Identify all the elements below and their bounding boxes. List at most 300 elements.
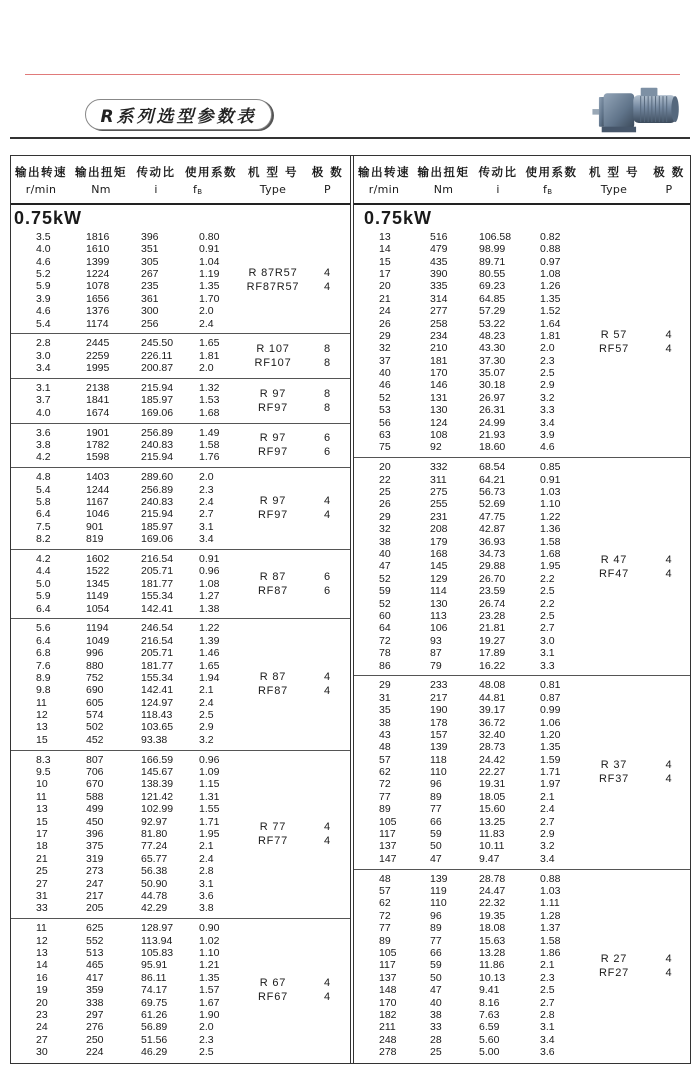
output-speed: 8.2 xyxy=(36,533,51,546)
transmission-ratio: 21.81 xyxy=(479,622,506,635)
transmission-ratio: 24.47 xyxy=(479,885,506,898)
model-line xyxy=(241,820,350,834)
output-torque: 335 xyxy=(430,280,448,293)
output-speed: 64 xyxy=(379,622,391,635)
model-group xyxy=(11,549,350,618)
table-row xyxy=(354,635,580,647)
model-type: R 97 xyxy=(259,387,287,400)
header-torque-unit: Nm xyxy=(433,183,454,196)
table-row xyxy=(11,1034,241,1046)
output-speed: 3.7 xyxy=(36,394,51,407)
transmission-ratio: 35.07 xyxy=(479,367,506,380)
output-torque: 47 xyxy=(430,852,442,865)
output-torque: 87 xyxy=(430,647,442,660)
table-row xyxy=(11,362,241,374)
transmission-ratio: 64.21 xyxy=(479,473,506,486)
output-torque: 1054 xyxy=(86,602,110,615)
table-row xyxy=(354,922,580,934)
table-row xyxy=(354,1034,580,1046)
output-torque: 210 xyxy=(430,342,448,355)
output-speed: 62 xyxy=(379,766,391,779)
service-factor: 1.46 xyxy=(199,647,220,660)
output-torque: 247 xyxy=(86,877,104,890)
table-row xyxy=(354,610,580,622)
table-row xyxy=(354,935,580,947)
table-row xyxy=(11,947,241,959)
pole-count: 6 xyxy=(324,432,331,445)
top-accent-line xyxy=(25,74,680,75)
header-output-torque: 输出扭矩 xyxy=(417,165,470,179)
model-type: R 87 xyxy=(259,570,287,583)
table-row xyxy=(354,461,580,473)
output-torque: 1194 xyxy=(86,622,109,635)
output-speed: 3.5 xyxy=(36,230,51,243)
transmission-ratio: 10.13 xyxy=(479,971,506,984)
model-info xyxy=(241,231,350,330)
model-info xyxy=(580,679,690,865)
output-torque: 479 xyxy=(430,243,448,256)
output-torque: 119 xyxy=(430,885,447,898)
output-speed: 26 xyxy=(379,317,391,330)
output-speed: 48 xyxy=(379,741,391,754)
output-speed: 182 xyxy=(379,1008,397,1021)
output-torque: 139 xyxy=(430,872,448,885)
output-speed: 147 xyxy=(379,852,397,865)
output-torque: 1345 xyxy=(86,577,110,590)
model-group xyxy=(354,228,690,457)
pole-count: 8 xyxy=(324,342,331,355)
output-torque: 276 xyxy=(86,1021,104,1034)
output-speed: 20 xyxy=(379,280,391,293)
output-torque: 258 xyxy=(430,317,448,330)
output-torque: 1399 xyxy=(86,255,110,268)
output-speed: 4.2 xyxy=(36,552,51,565)
table-row xyxy=(11,382,241,394)
transmission-ratio: 9.47 xyxy=(479,852,500,865)
pole-count: 4 xyxy=(324,495,331,508)
output-torque: 110 xyxy=(430,897,447,910)
model-group xyxy=(11,423,350,468)
transmission-ratio: 351 xyxy=(141,243,159,256)
transmission-ratio: 6.59 xyxy=(479,1021,500,1034)
pole-count: 4 xyxy=(324,685,331,698)
output-speed: 211 xyxy=(379,1021,396,1034)
output-torque: 1995 xyxy=(86,362,110,375)
output-torque: 311 xyxy=(430,473,447,486)
output-torque: 819 xyxy=(86,533,104,546)
service-factor: 0.81 xyxy=(540,679,561,692)
model-type: R 37 xyxy=(600,759,628,772)
output-speed: 117 xyxy=(379,828,396,841)
service-factor: 1.35 xyxy=(199,971,220,984)
output-speed: 60 xyxy=(379,609,391,622)
output-speed: 15 xyxy=(379,255,391,268)
output-speed: 43 xyxy=(379,728,391,741)
output-speed: 37 xyxy=(379,354,391,367)
output-torque: 1522 xyxy=(86,565,110,578)
left-parameter-table xyxy=(11,156,350,1063)
model-type: R 77 xyxy=(259,821,287,834)
output-speed: 4.6 xyxy=(36,305,51,318)
header-type-label: Type xyxy=(259,183,287,196)
output-speed: 9.8 xyxy=(36,684,51,697)
header-output-speed: 输出转速 xyxy=(358,165,410,179)
transmission-ratio: 121.42 xyxy=(141,790,174,803)
service-factor: 0.96 xyxy=(199,753,220,766)
transmission-ratio: 17.89 xyxy=(479,647,506,660)
table-row xyxy=(354,803,580,815)
model-line xyxy=(241,494,350,508)
output-torque: 516 xyxy=(430,230,448,243)
transmission-ratio: 56.38 xyxy=(141,865,168,878)
service-factor: 2.3 xyxy=(199,1033,214,1046)
output-torque: 25 xyxy=(430,1046,442,1059)
model-group xyxy=(354,869,690,1062)
table-row xyxy=(354,523,580,535)
table-row xyxy=(11,394,241,406)
transmission-ratio: 65.77 xyxy=(141,852,168,865)
table-row xyxy=(354,778,580,790)
table-row xyxy=(11,1009,241,1021)
output-torque: 690 xyxy=(86,684,104,697)
table-row xyxy=(11,935,241,947)
service-factor: 2.0 xyxy=(199,1021,214,1034)
transmission-ratio: 300 xyxy=(141,305,159,318)
table-row xyxy=(354,511,580,523)
model-line xyxy=(241,584,350,598)
transmission-ratio: 44.78 xyxy=(141,890,168,902)
transmission-ratio: 22.27 xyxy=(479,766,506,779)
service-factor: 1.10 xyxy=(199,947,220,959)
output-speed: 75 xyxy=(379,441,391,454)
output-torque: 901 xyxy=(86,520,104,533)
output-speed: 11 xyxy=(36,922,47,935)
output-speed: 47 xyxy=(379,560,391,573)
output-torque: 1244 xyxy=(86,483,110,496)
service-factor: 2.8 xyxy=(199,865,214,878)
model-group xyxy=(354,675,690,868)
output-torque: 1167 xyxy=(86,495,109,508)
output-torque: 1403 xyxy=(86,471,110,484)
service-factor: 3.6 xyxy=(540,1046,555,1059)
pole-count: 4 xyxy=(324,671,331,684)
output-torque: 1841 xyxy=(86,394,110,407)
table-row xyxy=(11,647,241,659)
model-info xyxy=(241,471,350,545)
output-torque: 465 xyxy=(86,959,104,972)
transmission-ratio: 145.67 xyxy=(141,766,174,779)
output-speed: 20 xyxy=(379,461,391,474)
transmission-ratio: 185.97 xyxy=(141,394,174,407)
output-torque: 59 xyxy=(430,828,442,841)
transmission-ratio: 16.22 xyxy=(479,659,506,672)
output-speed: 2.8 xyxy=(36,337,51,350)
transmission-ratio: 19.31 xyxy=(479,778,506,791)
model-type: R 97 xyxy=(259,495,287,508)
service-factor: 1.90 xyxy=(199,1008,220,1021)
table-row xyxy=(354,486,580,498)
table-row xyxy=(11,997,241,1009)
output-speed: 62 xyxy=(379,897,391,910)
output-speed: 278 xyxy=(379,1046,397,1059)
table-row xyxy=(354,598,580,610)
output-speed: 3.0 xyxy=(36,349,51,362)
service-factor: 1.36 xyxy=(540,523,561,536)
header-row-chinese xyxy=(354,164,690,180)
output-torque: 131 xyxy=(430,391,448,404)
output-speed: 31 xyxy=(379,691,391,704)
output-torque: 93 xyxy=(430,634,442,647)
output-torque: 205 xyxy=(86,902,104,915)
service-factor: 1.65 xyxy=(199,659,220,672)
transmission-ratio: 34.73 xyxy=(479,548,506,560)
table-row xyxy=(11,565,241,577)
transmission-ratio: 396 xyxy=(141,230,159,243)
output-torque: 130 xyxy=(430,404,448,417)
table-row xyxy=(354,622,580,634)
transmission-ratio: 169.06 xyxy=(141,533,174,546)
output-speed: 8.9 xyxy=(36,671,51,684)
output-torque: 96 xyxy=(430,909,442,922)
model-group xyxy=(11,467,350,549)
model-info xyxy=(241,382,350,419)
output-torque: 208 xyxy=(430,523,448,536)
table-row xyxy=(354,1021,580,1033)
output-speed: 16 xyxy=(36,971,48,984)
model-type: RF97 xyxy=(257,446,289,459)
table-row xyxy=(11,902,241,914)
output-torque: 224 xyxy=(86,1046,104,1059)
model-line xyxy=(241,342,350,356)
transmission-ratio: 7.63 xyxy=(479,1008,500,1021)
output-torque: 92 xyxy=(430,441,442,454)
transmission-ratio: 43.30 xyxy=(479,342,506,355)
output-speed: 5.9 xyxy=(36,590,51,603)
table-row xyxy=(354,828,580,840)
transmission-ratio: 267 xyxy=(141,267,159,280)
table-row xyxy=(354,441,580,453)
table-row xyxy=(11,407,241,419)
table-row xyxy=(354,355,580,367)
output-torque: 50 xyxy=(430,840,442,853)
table-row xyxy=(11,635,241,647)
table-row xyxy=(11,590,241,602)
pole-count: 8 xyxy=(324,356,331,369)
transmission-ratio: 69.75 xyxy=(141,996,168,1009)
transmission-ratio: 128.97 xyxy=(141,922,174,935)
table-row xyxy=(11,709,241,721)
model-type: R 57 xyxy=(600,329,628,342)
transmission-ratio: 240.83 xyxy=(141,438,174,451)
pole-count: 6 xyxy=(324,446,331,459)
output-torque: 574 xyxy=(86,709,104,722)
service-factor: 2.7 xyxy=(540,622,555,635)
right-parameter-table xyxy=(354,156,690,1063)
output-speed: 5.9 xyxy=(36,280,51,293)
model-line xyxy=(580,772,690,786)
transmission-ratio: 256 xyxy=(141,317,159,330)
output-speed: 4.4 xyxy=(36,565,51,578)
power-rating: 0.75kW xyxy=(364,208,433,228)
pole-count: 4 xyxy=(324,991,331,1004)
table-row xyxy=(354,816,580,828)
service-factor: 0.91 xyxy=(199,243,220,256)
output-torque: 273 xyxy=(86,865,104,878)
service-factor: 2.3 xyxy=(199,483,214,496)
header-speed-unit: r/min xyxy=(368,183,400,196)
model-group xyxy=(11,228,350,334)
transmission-ratio: 215.94 xyxy=(141,508,174,521)
table-row xyxy=(354,754,580,766)
output-torque: 118 xyxy=(430,753,447,766)
model-type: R 47 xyxy=(600,553,628,566)
table-row xyxy=(11,778,241,790)
service-factor: 3.6 xyxy=(199,890,214,902)
service-factor: 1.58 xyxy=(540,934,561,947)
group-rows xyxy=(11,382,241,419)
table-row xyxy=(354,268,580,280)
service-factor: 1.97 xyxy=(540,778,561,791)
model-type: RF97 xyxy=(257,509,289,522)
transmission-ratio: 30.18 xyxy=(479,379,506,392)
service-factor: 2.4 xyxy=(199,317,214,330)
output-torque: 139 xyxy=(430,741,448,754)
transmission-ratio: 5.60 xyxy=(479,1033,500,1046)
output-speed: 4.6 xyxy=(36,255,51,268)
output-speed: 4.2 xyxy=(36,451,51,464)
output-speed: 13 xyxy=(36,947,48,959)
output-torque: 1078 xyxy=(86,280,110,293)
output-speed: 40 xyxy=(379,367,391,380)
table-row xyxy=(11,578,241,590)
transmission-ratio: 18.08 xyxy=(479,922,506,935)
output-speed: 56 xyxy=(379,416,391,429)
model-line xyxy=(580,553,690,567)
table-row xyxy=(354,972,580,984)
header-poles: 极 数 xyxy=(311,165,344,179)
pole-count: 6 xyxy=(324,570,331,583)
output-speed: 21 xyxy=(36,852,48,865)
model-line xyxy=(241,508,350,522)
transmission-ratio: 42.87 xyxy=(479,523,506,536)
pole-count: 4 xyxy=(324,977,331,990)
table-row xyxy=(11,1046,241,1058)
transmission-ratio: 102.99 xyxy=(141,803,174,816)
service-factor: 3.3 xyxy=(540,659,555,672)
pole-count: 4 xyxy=(665,567,673,580)
table-row xyxy=(11,521,241,533)
output-speed: 4.0 xyxy=(36,406,51,419)
service-factor: 0.80 xyxy=(199,230,220,243)
table-row xyxy=(11,350,241,362)
transmission-ratio: 13.28 xyxy=(479,946,506,959)
output-speed: 9.5 xyxy=(36,766,51,779)
output-torque: 178 xyxy=(430,716,448,729)
service-factor: 2.1 xyxy=(540,790,555,803)
table-row xyxy=(354,766,580,778)
output-torque: 1224 xyxy=(86,267,110,280)
transmission-ratio: 93.38 xyxy=(141,733,168,746)
output-torque: 1901 xyxy=(86,426,110,439)
output-torque: 168 xyxy=(430,548,448,560)
output-torque: 670 xyxy=(86,778,104,791)
service-factor: 0.88 xyxy=(540,872,561,885)
transmission-ratio: 56.89 xyxy=(141,1021,168,1034)
service-factor: 1.59 xyxy=(540,753,561,766)
transmission-ratio: 216.54 xyxy=(141,552,174,565)
table-row xyxy=(11,243,241,255)
power-rating: 0.75kW xyxy=(14,208,83,228)
output-torque: 1174 xyxy=(86,317,109,330)
output-speed: 25 xyxy=(379,486,391,499)
service-factor: 0.91 xyxy=(540,473,561,486)
output-speed: 40 xyxy=(379,548,391,560)
header-pole-symbol: P xyxy=(665,183,673,196)
output-speed: 11 xyxy=(36,790,47,803)
transmission-ratio: 185.97 xyxy=(141,520,174,533)
header-service-factor: 使用系数 xyxy=(185,165,237,179)
output-torque: 66 xyxy=(430,815,442,828)
pole-count: 4 xyxy=(324,509,331,522)
transmission-ratio: 226.11 xyxy=(141,349,173,362)
output-speed: 63 xyxy=(379,429,391,442)
output-torque: 396 xyxy=(86,828,104,841)
transmission-ratio: 26.97 xyxy=(479,391,506,404)
service-factor: 1.81 xyxy=(199,349,220,362)
transmission-ratio: 305 xyxy=(141,255,159,268)
gear-motor-image xyxy=(592,84,682,136)
transmission-ratio: 181.77 xyxy=(141,659,174,672)
pole-count: 4 xyxy=(665,329,673,342)
transmission-ratio: 289.60 xyxy=(141,471,174,484)
output-torque: 231 xyxy=(430,510,448,523)
transmission-ratio: 142.41 xyxy=(141,684,174,697)
output-torque: 1049 xyxy=(86,634,110,647)
output-torque: 996 xyxy=(86,647,104,660)
output-speed: 32 xyxy=(379,342,391,355)
service-factor: 3.2 xyxy=(540,840,555,853)
model-line xyxy=(241,387,350,401)
model-line xyxy=(580,952,690,966)
output-speed: 3.9 xyxy=(36,292,51,305)
output-speed: 13 xyxy=(379,230,391,243)
model-type: RF87 xyxy=(257,584,289,597)
output-torque: 124 xyxy=(430,416,448,429)
service-factor: 1.67 xyxy=(199,996,220,1009)
service-factor: 2.4 xyxy=(199,495,214,508)
table-row xyxy=(11,840,241,852)
model-line xyxy=(241,280,350,294)
pole-count: 4 xyxy=(324,821,331,834)
table-row xyxy=(354,318,580,330)
service-factor: 2.5 xyxy=(540,609,555,622)
service-factor: 3.4 xyxy=(199,533,214,546)
service-factor: 3.4 xyxy=(540,852,555,865)
table-row xyxy=(354,897,580,909)
transmission-ratio: 166.59 xyxy=(141,753,174,766)
output-torque: 146 xyxy=(430,379,448,392)
output-speed: 11 xyxy=(36,696,47,709)
service-factor: 2.8 xyxy=(540,1008,555,1021)
header-service-factor-symbol xyxy=(523,182,580,198)
transmission-ratio: 22.32 xyxy=(479,897,506,910)
output-torque: 33 xyxy=(430,1021,442,1034)
service-factor: 0.97 xyxy=(540,255,561,268)
service-factor: 2.1 xyxy=(540,959,555,972)
transmission-ratio: 240.83 xyxy=(141,495,174,508)
output-speed: 53 xyxy=(379,404,391,417)
model-line xyxy=(241,356,350,370)
